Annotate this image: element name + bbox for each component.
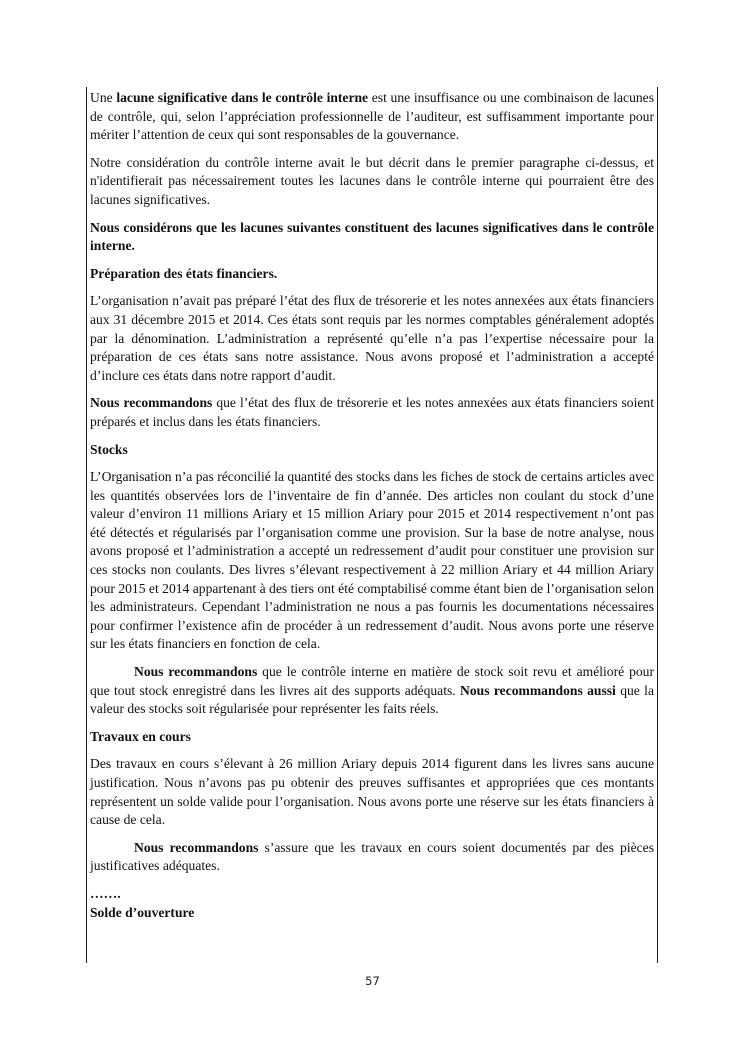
- heading-solde: [90, 904, 654, 923]
- text-run: Une: [90, 90, 117, 105]
- paragraph-recommendation-3: [90, 839, 654, 876]
- text-run: que l’état des flux de trésorerie et les notes annexées aux états financiers soient préparés et inclus dans les états financiers.: [90, 395, 654, 429]
- text-run: que le contrôle interne en matière de stock soit revu et amélioré pour que tout stock enregistré dans les livres ait des supports adéquats.: [90, 664, 654, 698]
- bold-term: Nous recommandons: [134, 839, 259, 855]
- bold-term: lacune significative dans le contrôle interne: [116, 90, 369, 105]
- text-run: s’assure que les travaux en cours soient documentés par des pièces justificatives adéquates.: [90, 839, 654, 874]
- paragraph-preparation: L’organisation n’avait pas préparé l’état des flux de trésorerie et les notes annexées aux états financiers aux 31 décembre 2015 et 2014. Ces états sont requis par les normes comptables généralement adoptés par la dénomination. L’administration a représenté qu’elle n’a pas l’expertise nécessaire pour la préparation de ces états sans notre assistance. Nous avons proposé et l’administration a accepté d’inclure ces états dans notre rapport d’audit.: [90, 293, 654, 383]
- text-run: que la valeur des stocks soit régularisée pour représenter les faits réels.: [90, 682, 654, 717]
- paragraph-definition: [90, 89, 654, 145]
- paragraph-recommendation-2: [90, 663, 654, 719]
- page-number: 57: [365, 974, 380, 988]
- paragraph-stocks: L’Organisation n’a pas réconcilié la quantité des stocks dans les fiches de stock de certains articles avec les quantités observées lors de l’inventaire de fin d’année. Des articles non coulant du stock d’une valeur d’environ 11 millions Ariary et 15 million Ariary pour 2015 et 2014 respectivement n’ont pas été détectés et régularisés par l’organisation comme une provision. Sur la base de notre analyse, nous avons proposé et l’administration a accepté un redressement d’audit pour constituer une provision sur ces stocks non coulants. Des livres s’élevant respectivement à 22 million Ariary et 44 million Ariary pour 2015 et 2014 appartenant à des tiers ont été comptabilisé comme étant bien de l’organisation selon les administrateurs. Cependant l’administration ne nous a pas fournis les documentations nécessaires pour confirmer l’existence afin de procéder à un redressement d’audit. Nous avons porte une réserve sur les états financiers en fonction de cela.: [90, 469, 654, 652]
- bold-statement: Nous considérons que les lacunes suivantes constituent des lacunes significatives dans le contrôle interne.: [90, 219, 654, 254]
- document-body: [86, 87, 658, 963]
- ellipsis-text: …….: [90, 885, 121, 901]
- section-heading: Travaux en cours: [90, 728, 191, 744]
- paragraph-recommendation-1: [90, 394, 654, 431]
- bold-term: Nous recommandons aussi: [460, 682, 616, 698]
- paragraph-lacunes-intro: [90, 219, 654, 256]
- section-heading: Solde d’ouverture: [90, 904, 195, 920]
- text-run: est une insuffisance ou une combinaison de lacunes de contrôle, qui, selon l’appréciation professionnelle de l’auditeur, est suffisamment importante pour mériter l’attention de ceux qui sont responsables de la gouvernance.: [90, 90, 655, 143]
- heading-travaux: [90, 728, 654, 747]
- bold-term: Nous recommandons: [134, 664, 258, 680]
- ellipsis-marker: [90, 885, 654, 904]
- heading-stocks: [90, 441, 654, 460]
- heading-preparation: [90, 265, 654, 284]
- bold-term: Nous recommandons: [90, 395, 213, 411]
- section-heading: Préparation des états financiers.: [90, 265, 278, 281]
- paragraph-travaux: Des travaux en cours s’élevant à 26 million Ariary depuis 2014 figurent dans les livres sans aucune justification. Nous n’avons pas pu obtenir des preuves suffisantes et appropriées que ces montants représentent un solde valide pour l’organisation. Nous avons porte une réserve sur les états financiers à cause de cela.: [90, 756, 654, 828]
- section-heading: Stocks: [90, 441, 128, 457]
- paragraph-consideration: Notre considération du contrôle interne avait le but décrit dans le premier paragraphe ci-dessus, et n'identifierait pas nécessairement toutes les lacunes dans le contrôle interne qui pourraient être des lacunes significatives.: [90, 154, 654, 207]
